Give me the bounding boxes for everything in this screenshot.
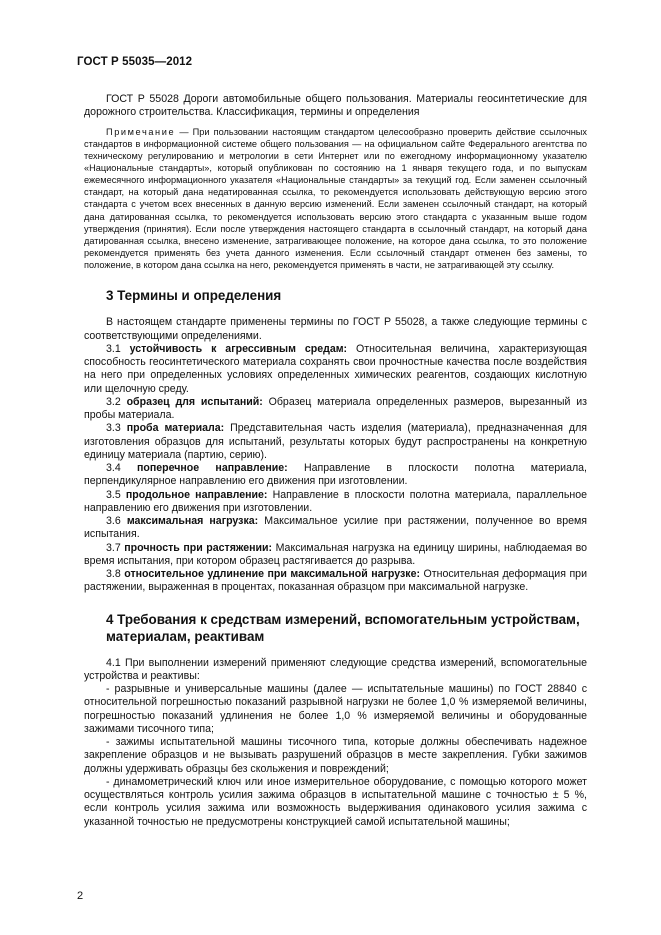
term-text: Образец материала определенных размеров, вырезанный из пробы материала.: [84, 395, 587, 422]
equipment-list-item: - зажимы испытательной машины тисочного типа, которые должны обеспечивать надежное закрепление образцов и не вызывать разрушений образцов в месте закрепления. Губки зажимов должны удерживать образцы без скольжения и повреждений;: [84, 736, 587, 775]
term-number: 3.6: [106, 515, 121, 528]
term-definition: [84, 515, 587, 542]
term-text: Представительная часть изделия (материала), предназначенная для изготовления образцов для испытаний, результаты которых будут распространены на конкретную единицу материала (партию, серию).: [84, 422, 587, 461]
term-definition: [84, 568, 587, 595]
page-content: [84, 93, 587, 829]
term-number: 3.3: [106, 422, 121, 435]
section-4-paragraph-4-1: 4.1 При выполнении измерений применяют следующие средства измерений, вспомогательные устройства и реактивы:: [84, 656, 587, 682]
section-3-heading: 3 Термины и определения: [106, 288, 282, 304]
section-4-heading: 4 Требования к средствам измерений, вспомогательным устройствам, материалам, реактивам: [106, 611, 580, 644]
term-definition: [84, 489, 587, 516]
term-definition: [84, 396, 587, 423]
normative-reference-paragraph: ГОСТ Р 55028 Дороги автомобильные общего пользования. Материалы геосинтетические для дорожного строительства. Классификация, термины и определения: [84, 93, 587, 119]
term-number: 3.5: [106, 488, 121, 501]
term-text: Направление в плоскости полотна материала, перпендикулярное направлению его движения при изготовлении.: [84, 462, 587, 488]
term-name: максимальная нагрузка:: [126, 515, 259, 528]
term-text: Направление в плоскости полотна материала, параллельное направлению его движения при изготовлении.: [84, 488, 587, 514]
term-text: Относительная деформация при растяжении, выраженная в процентах, показанная образцом при максимальной нагрузке.: [84, 568, 587, 594]
term-definition: [84, 343, 587, 396]
term-name: прочность при растяжении:: [124, 541, 273, 554]
term-number: 3.7: [106, 541, 121, 554]
term-definition: [84, 422, 587, 462]
term-text: Максимальная нагрузка на единицу ширины, наблюдаемая во время испытания, при котором образец растягивается до разрыва.: [84, 541, 587, 567]
page-number: 2: [77, 890, 84, 902]
term-name: относительное удлинение при максимальной нагрузке:: [124, 568, 421, 581]
terms-list: [84, 343, 587, 595]
term-name: устойчивость к агрессивным средам:: [129, 342, 348, 355]
equipment-list: [84, 683, 587, 829]
note-text: — При пользовании настоящим стандартом целесообразно проверить действие ссылочных стандартов в информационной системе общего пользования — на официальном сайте Федерального агентства по техническому регулированию и метрологии в сети Интернет или по ежегодному информационному указателю «Национальные стандарты», который опубликован по состоянию на 1 января текущего года, и по выпускам ежемесячного информационного указателя «Национальные стандарты» за текущий год. Если заменен ссылочный стандарт, на который дана недатированная ссылка, то рекомендуется использовать действующую версию этого стандарта с учетом всех внесенных в данную версию изменений. Если заменен ссылочный стандарт, на который дана датированная ссылка, то рекомендуется использовать версию этого стандарта с указанным выше годом утверждения (принятия). Если после утверждения настоящего стандарта в ссылочный стандарт, на который дана датированная ссылка, внесено изменение, затрагивающее положение, на которое дана ссылка, то это положение рекомендуется применять без учета данного изменения. Если ссылочный стандарт отменен без замены, то положение, в котором дана ссылка на него, рекомендуется применять в части, не затрагивающей эту ссылку.: [84, 126, 587, 271]
term-name: поперечное направление:: [137, 462, 288, 475]
equipment-list-item: - динамометрический ключ или иное измерительное оборудование, с помощью которого может осуществляться контроль усилия зажима образцов в испытательной машине с точностью ± 5 %, если контроль усилия зажима или возможность выдерживания одинакового усилия зажима с указанной точностью не предусмотрены конструкцией самой испытательной машины;: [84, 775, 587, 828]
note-paragraph: [84, 126, 587, 272]
document-code-header: ГОСТ Р 55035—2012: [77, 56, 193, 68]
term-number: 3.1: [106, 342, 121, 355]
term-text: Максимальное усилие при растяжении, полученное во время испытания.: [84, 515, 587, 541]
term-number: 3.8: [106, 568, 121, 581]
term-definition: [84, 542, 587, 569]
section-3-intro: В настоящем стандарте применены термины по ГОСТ Р 55028, а также следующие термины с соответствующими определениями.: [84, 316, 587, 342]
term-name: проба материала:: [126, 422, 225, 435]
term-definition: [84, 462, 587, 489]
term-number: 3.4: [106, 462, 121, 475]
equipment-list-item: - разрывные и универсальные машины (далее — испытательные машины) по ГОСТ 28840 с относительной погрешностью показаний разрывной нагрузки не более 1,0 % измеряемой величины, погрешностью показаний удлинения не более 1,0 % измеряемой величины и оборудованные зажимами тисочного типа;: [84, 683, 587, 735]
term-name: образец для испытаний:: [126, 395, 263, 408]
term-number: 3.2: [106, 395, 121, 408]
term-text: Относительная величина, характеризующая способность геосинтетического материала сохранять свои прочностные качества после воздействия на него при определенных условиях определенных химических реагентов, создающих кислотную или щелочную среду.: [84, 342, 587, 395]
note-label: Примечание: [106, 126, 176, 137]
term-name: продольное направление:: [125, 488, 268, 501]
